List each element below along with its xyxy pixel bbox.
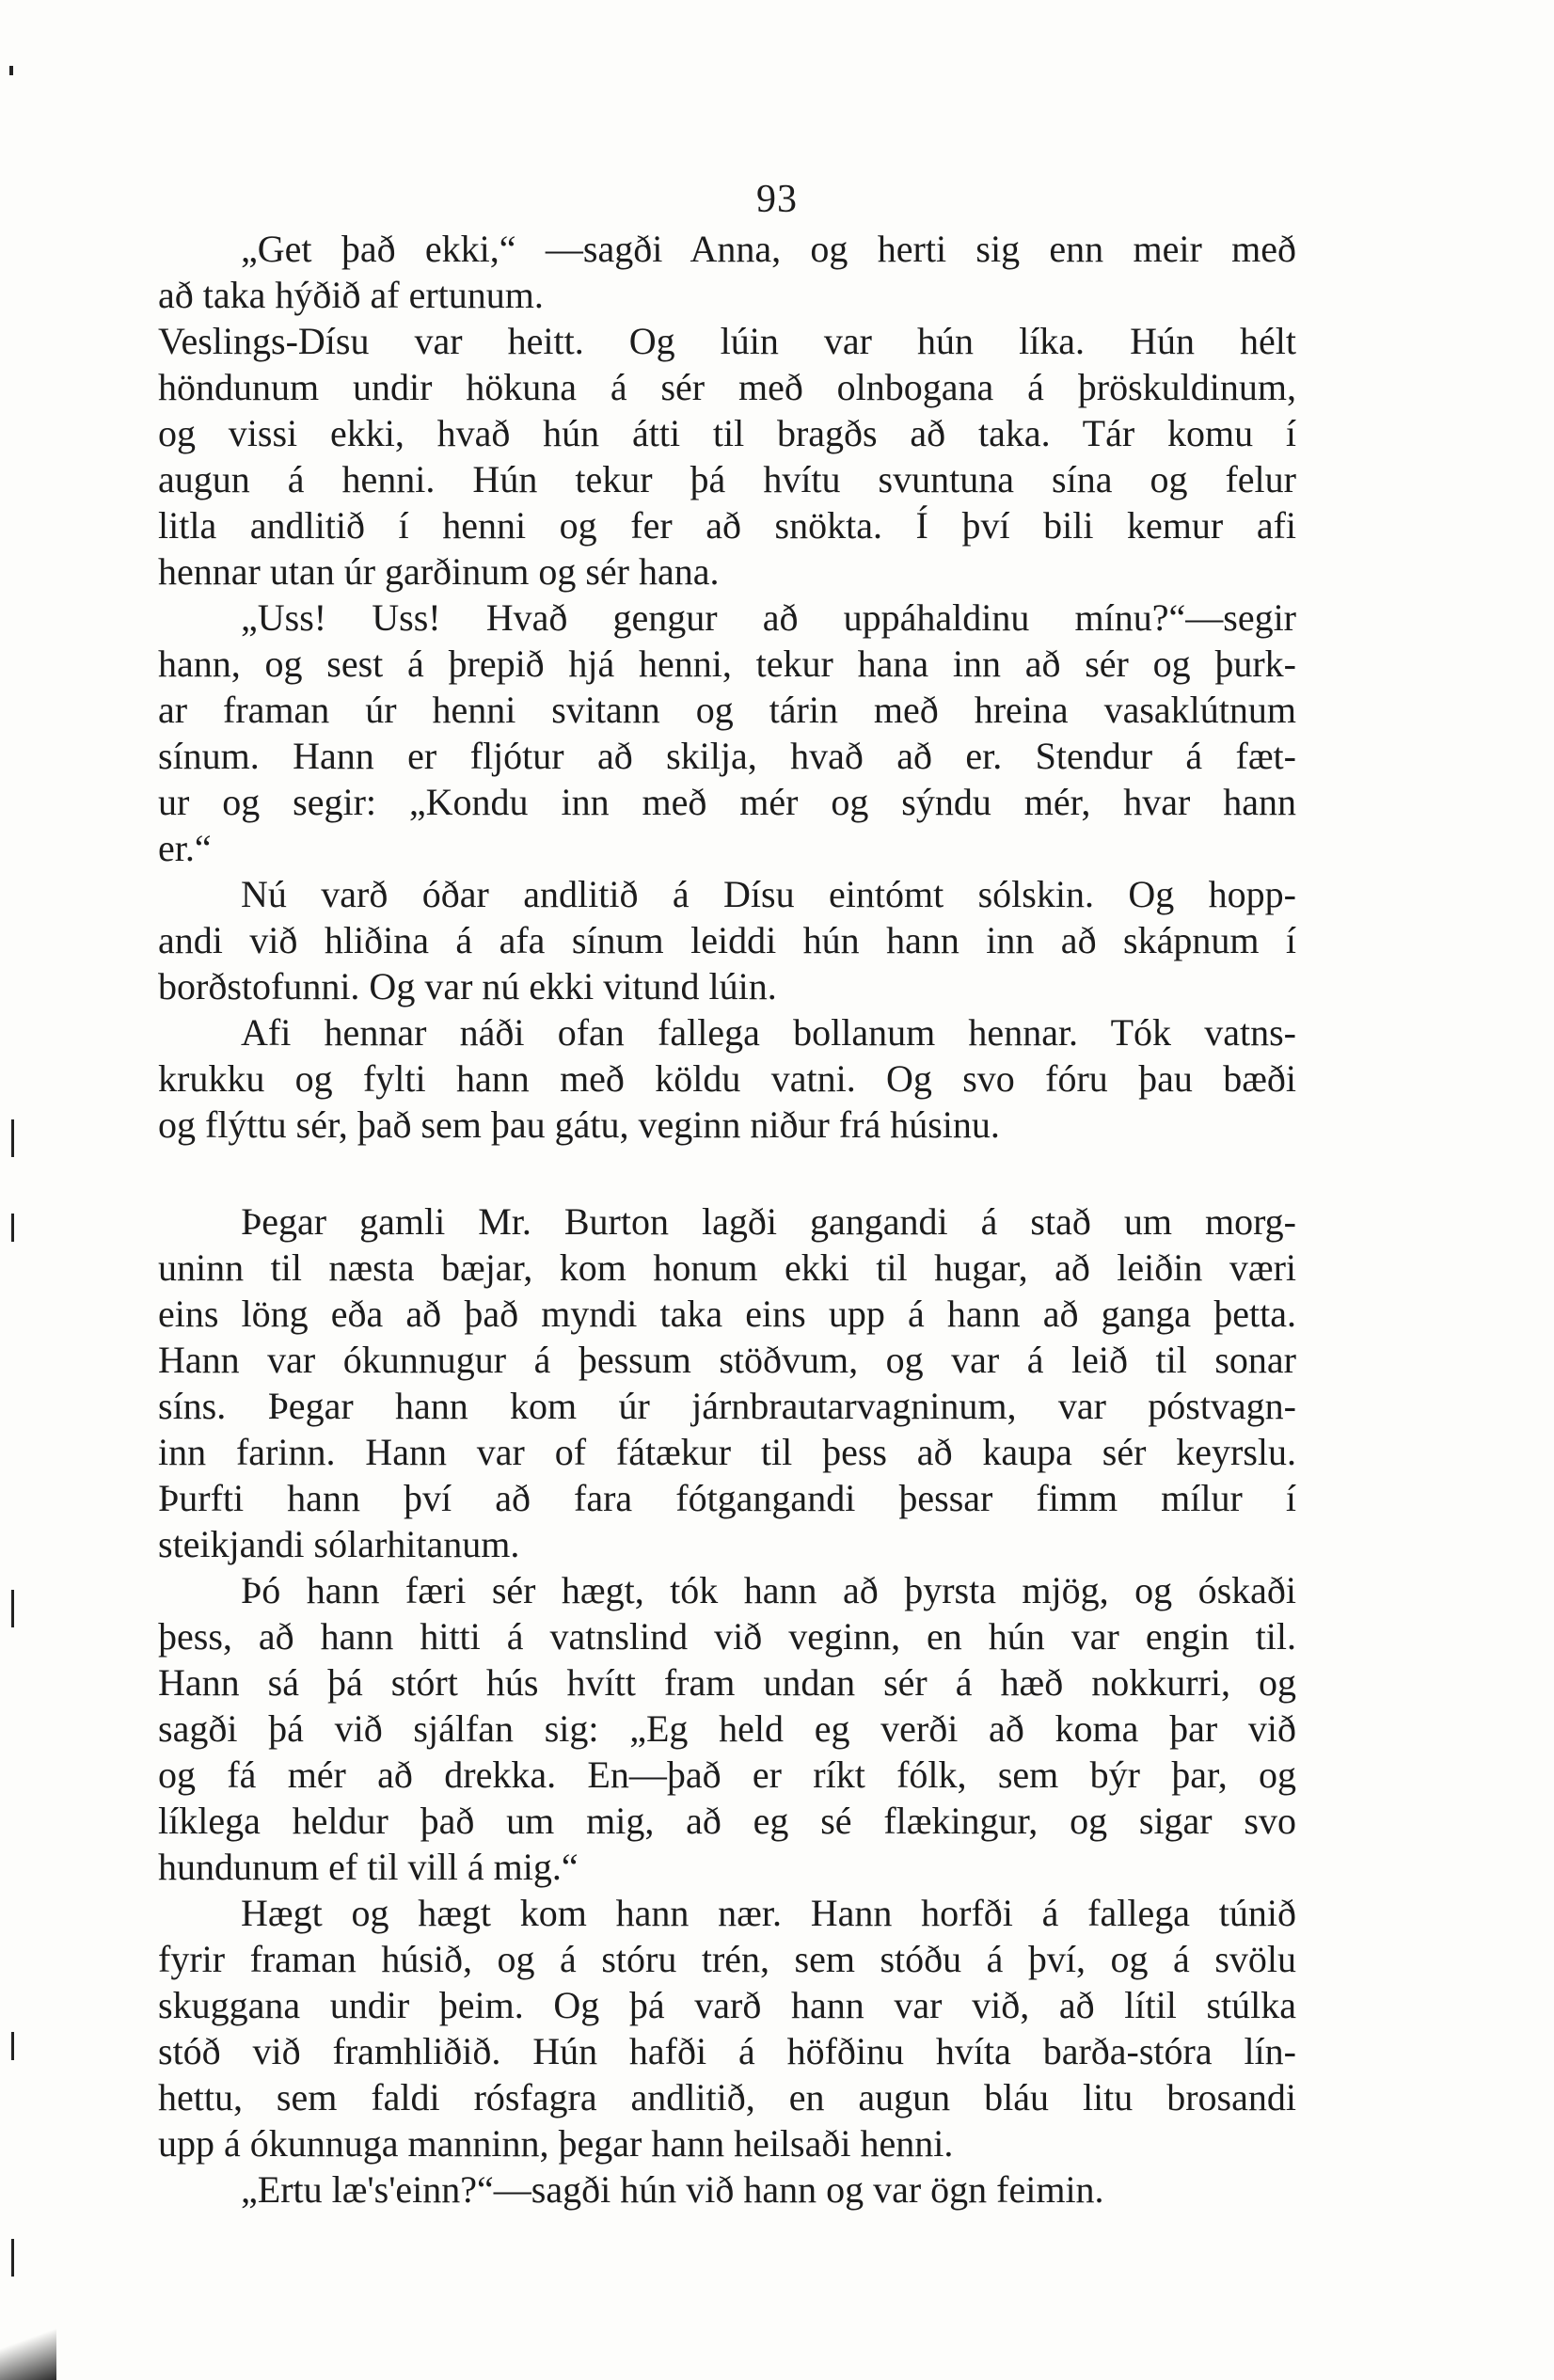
text-line: skuggana undir þeim. Og þá varð hann var við, að lítil stúlka (158, 1984, 1296, 2026)
text-line: „Ertu læ's'einn?“—sagði hún við hann og var ögn feimin. (241, 2168, 1104, 2211)
text-line: upp á ókunnuga manninn, þegar hann heilsaði henni. (158, 2122, 954, 2165)
text-line: litla andlitið í henni og fer að snökta. Í því bili kemur afi (158, 504, 1296, 547)
text-line: steikjandi sólarhitanum. (158, 1523, 520, 1565)
text-line: Afi hennar náði ofan fallega bollanum hennar. Tók vatns- (241, 1011, 1296, 1054)
text-line: andi við hliðina á afa sínum leiddi hún hann inn að skápnum í (158, 919, 1296, 961)
scan-mark (11, 1119, 14, 1157)
text-line: þess, að hann hitti á vatnslind við veginn, en hún var engin til. (158, 1615, 1296, 1658)
text-line: hundunum ef til vill á mig.“ (158, 1846, 579, 1888)
paragraph (158, 1567, 1296, 1890)
text-line: hennar utan úr garðinum og sér hana. (158, 550, 720, 593)
text-line: Þó hann færi sér hægt, tók hann að þyrsta mjög, og óskaði (241, 1569, 1296, 1611)
text-line: ur og segir: „Kondu inn með mér og sýndu mér, hvar hann (158, 781, 1296, 823)
paragraph (158, 1890, 1296, 2166)
text-line: „Get það ekki,“ —sagði Anna, og herti sig enn meir með (241, 228, 1296, 270)
text-line: Þegar gamli Mr. Burton lagði gangandi á stað um morg- (241, 1200, 1296, 1243)
text-line: Hann var ókunnugur á þessum stöðvum, og var á leið til sonar (158, 1339, 1296, 1381)
scan-mark (11, 2032, 14, 2060)
text-line: Hægt og hægt kom hann nær. Hann horfði á fallega túnið (241, 1892, 1296, 1934)
text-line: sínum. Hann er fljótur að skilja, hvað að er. Stendur á fæt- (158, 735, 1296, 777)
text-line: sagði þá við sjálfan sig: „Eg held eg verði að koma þar við (158, 1707, 1296, 1750)
section-break (158, 1148, 1296, 1198)
text-line: ar framan úr henni svitann og tárin með hreina vasaklútnum (158, 689, 1296, 731)
scan-edge-shadow (0, 2314, 56, 2380)
text-line: Nú varð óðar andlitið á Dísu eintómt sólskin. Og hopp- (241, 873, 1296, 915)
text-line: og flýttu sér, það sem þau gátu, veginn niður frá húsinu. (158, 1103, 1000, 1146)
section-2 (158, 1198, 1296, 2213)
paragraph (158, 2166, 1296, 2213)
text-line: krukku og fylti hann með köldu vatni. Og svo fóru þau bæði (158, 1057, 1296, 1100)
scan-mark (11, 1590, 14, 1627)
scan-mark (11, 2239, 14, 2277)
text-line: stóð við framhliðið. Hún hafði á höfðinu hvíta barða-stóra lín- (158, 2030, 1296, 2072)
paragraph (158, 1009, 1296, 1148)
text-line: hettu, sem faldi rósfagra andlitið, en augun bláu litu brosandi (158, 2076, 1296, 2118)
body-text (158, 226, 1296, 2213)
text-line: höndunum undir hökuna á sér með olnbogana á þröskuldinum, (158, 366, 1296, 408)
text-line: eins löng eða að það myndi taka eins upp á hann að ganga þetta. (158, 1293, 1296, 1335)
text-line: síns. Þegar hann kom úr járnbrautarvagninum, var póstvagn- (158, 1385, 1296, 1427)
text-line: er.“ (158, 827, 212, 869)
text-line: inn farinn. Hann var of fátækur til þess að kaupa sér keyrslu. (158, 1431, 1296, 1473)
scan-mark (11, 1214, 14, 1242)
scan-mark (9, 66, 13, 75)
text-line: hann, og sest á þrepið hjá henni, tekur hana inn að sér og þurk- (158, 643, 1296, 685)
text-line: Þurfti hann því að fara fótgangandi þessar fimm mílur í (158, 1477, 1296, 1519)
text-line: augun á henni. Hún tekur þá hvítu svuntuna sína og felur (158, 458, 1296, 500)
text-line: og fá mér að drekka. En—það er ríkt fólk, sem býr þar, og (158, 1753, 1296, 1796)
text-line: og vissi ekki, hvað hún átti til bragðs að taka. Tár komu í (158, 412, 1296, 454)
text-line: „Uss! Uss! Hvað gengur að uppáhaldinu mínu?“—segir (241, 596, 1296, 639)
text-line: borðstofunni. Og var nú ekki vitund lúin. (158, 965, 777, 1008)
section-1 (158, 226, 1296, 1148)
page-number: 93 (756, 178, 798, 221)
paragraph (158, 871, 1296, 1009)
text-line: Hann sá þá stórt hús hvítt fram undan sér á hæð nokkurri, og (158, 1661, 1296, 1704)
text-line: fyrir framan húsið, og á stóru trén, sem stóðu á því, og á svölu (158, 1938, 1296, 1980)
paragraph (158, 1198, 1296, 1567)
text-line: að taka hýðið af ertunum. (158, 274, 544, 316)
paragraph (158, 226, 1296, 318)
text-line: líklega heldur það um mig, að eg sé flækingur, og sigar svo (158, 1800, 1296, 1842)
text-line: uninn til næsta bæjar, kom honum ekki til hugar, að leiðin væri (158, 1246, 1296, 1289)
paragraph (158, 595, 1296, 871)
paragraph (158, 318, 1296, 595)
text-line: Veslings-Dísu var heitt. Og lúin var hún líka. Hún hélt (158, 320, 1296, 362)
